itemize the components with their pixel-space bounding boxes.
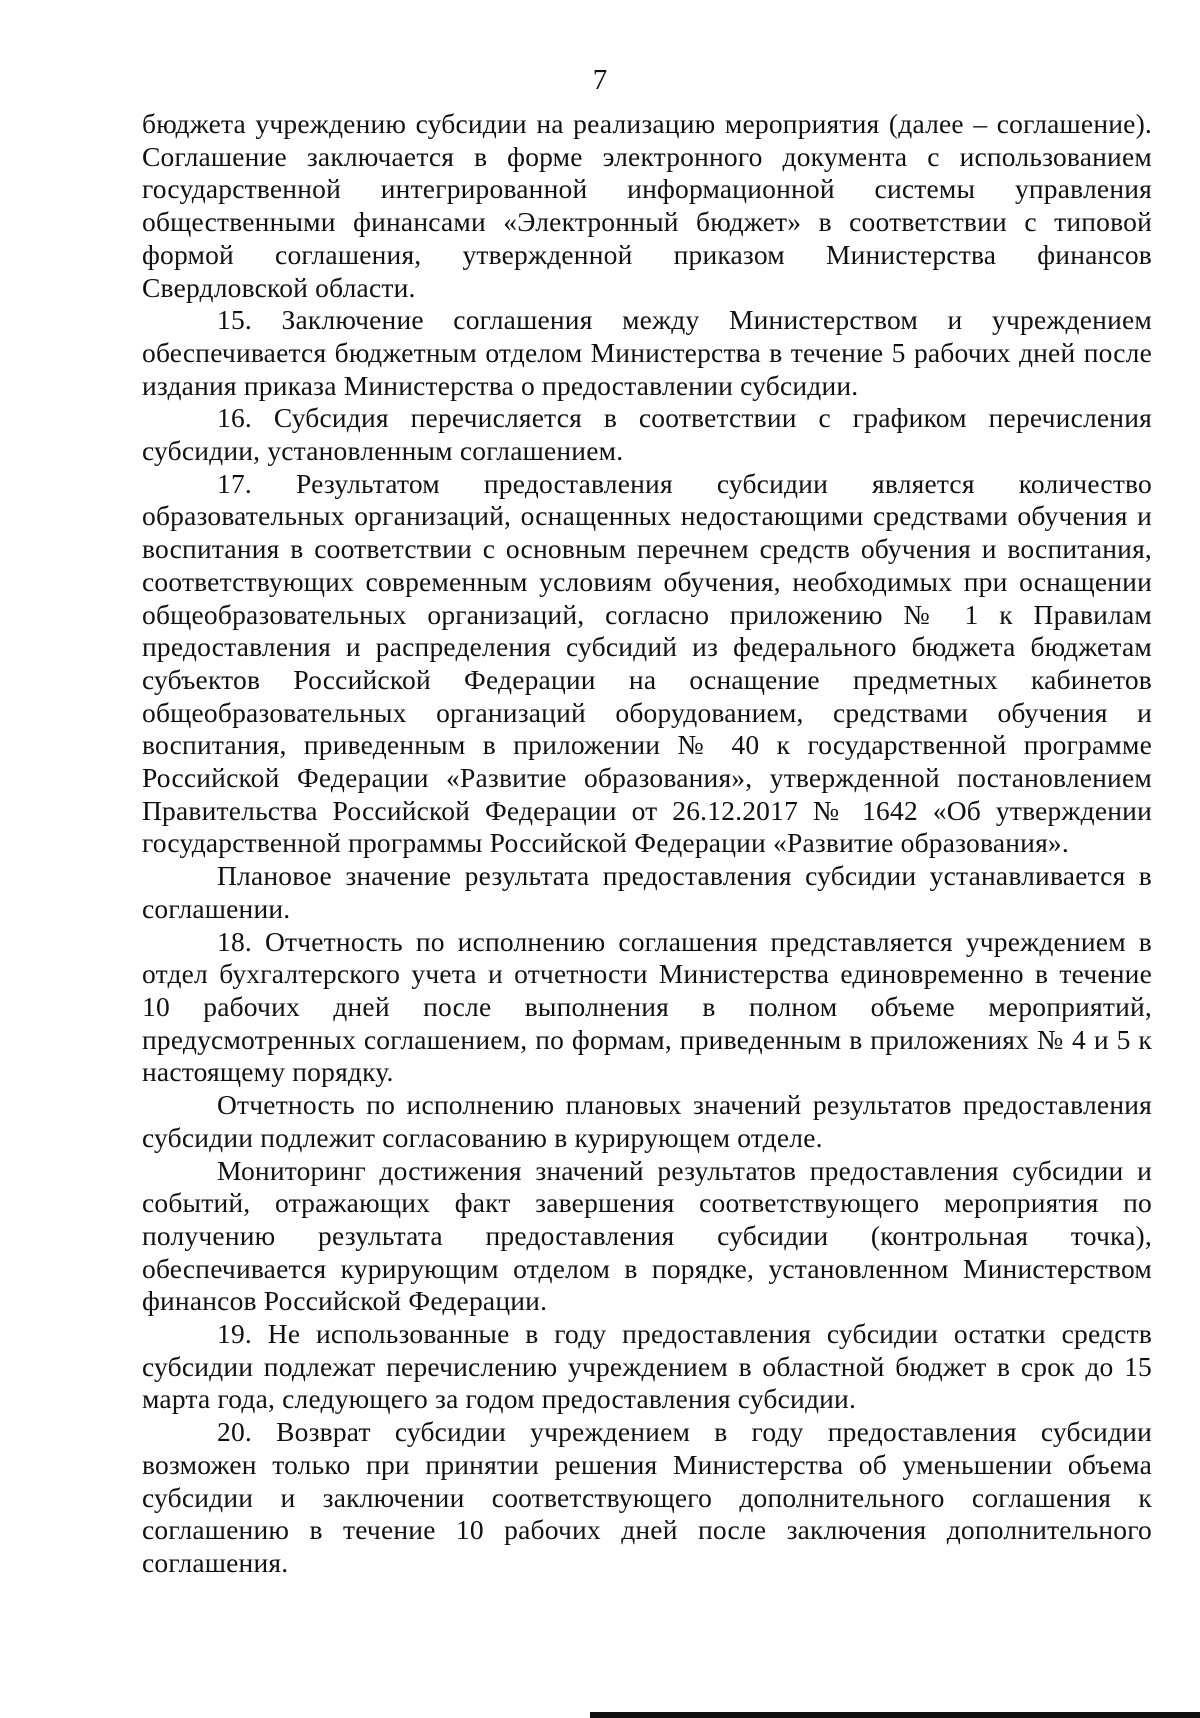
scan-edge-line (590, 1712, 1200, 1718)
document-body (142, 108, 1152, 1580)
paragraph: Плановое значение результата предоставления субсидии устанавливается в соглашении. (142, 860, 1152, 924)
paragraph-item-19: 19. Не использованные в году предоставления субсидии остатки средств субсидии подлежат перечислению учреждением в областной бюджет в срок до 15 марта года, следующего за годом предоставления субсидии. (142, 1318, 1152, 1415)
page-number: 7 (592, 64, 608, 96)
paragraph: бюджета учреждению субсидии на реализацию мероприятия (далее – соглашение). Соглашение заключается в форме электронного документа с использованием государственной интегрированной информационной системы управления общественными финансами «Электронный бюджет» в соответствии с типовой формой соглашения, утвержденной приказом Министерства финансов Свердловской области. (142, 108, 1152, 303)
paragraph: Мониторинг достижения значений результатов предоставления субсидии и событий, отражающих факт завершения соответствующего мероприятия по получению результата предоставления субсидии (контрольная точка), обеспечивается курирующим отделом в порядке, установленном Министерством финансов Российской Федерации. (142, 1154, 1152, 1317)
paragraph-item-15: 15. Заключение соглашения между Министерством и учреждением обеспечивается бюджетным отделом Министерства в течение 5 рабочих дней после издания приказа Министерства о предоставлении субсидии. (142, 304, 1152, 401)
paragraph-item-16: 16. Субсидия перечисляется в соответствии с графиком перечисления субсидии, установленным соглашением. (142, 402, 1152, 467)
paragraph: Отчетность по исполнению плановых значений результатов предоставления субсидии подлежит согласованию в курирующем отделе. (142, 1089, 1152, 1153)
paragraph-item-17: 17. Результатом предоставления субсидии является количество образовательных организаций, оснащенных недостающими средствами обучения и воспитания в соответствии с основным перечнем средств обучения и воспитания, соответствующих современным условиям обучения, необходимых при оснащении общеобразовательных организаций, согласно приложению № 1 к Правилам предоставления и распределения субсидий из федерального бюджета бюджетам субъектов Российской Федерации на оснащение предметных кабинетов общеобразовательных организаций оборудованием, средствами обучения и воспитания, приведенным в приложении № 40 к государственной программе Российской Федерации «Развитие образования», утвержденной постановлением Правительства Российской Федерации от 26.12.2017 № 1642 «Об утверждении государственной программы Российской Федерации «Развитие образования». (142, 467, 1152, 859)
paragraph-item-20: 20. Возврат субсидии учреждением в году предоставления субсидии возможен только при принятии решения Министерства об уменьшении объема субсидии и заключении соответствующего дополнительного соглашения к соглашению в течение 10 рабочих дней после заключения дополнительного соглашения. (142, 1416, 1152, 1578)
paragraph-item-18: 18. Отчетность по исполнению соглашения представляется учреждением в отдел бухгалтерского учета и отчетности Министерства единовременно в течение 10 рабочих дней после выполнения в полном объеме мероприятий, предусмотренных соглашением, по формам, приведенным в приложениях № 4 и 5 к настоящему порядку. (142, 925, 1152, 1088)
